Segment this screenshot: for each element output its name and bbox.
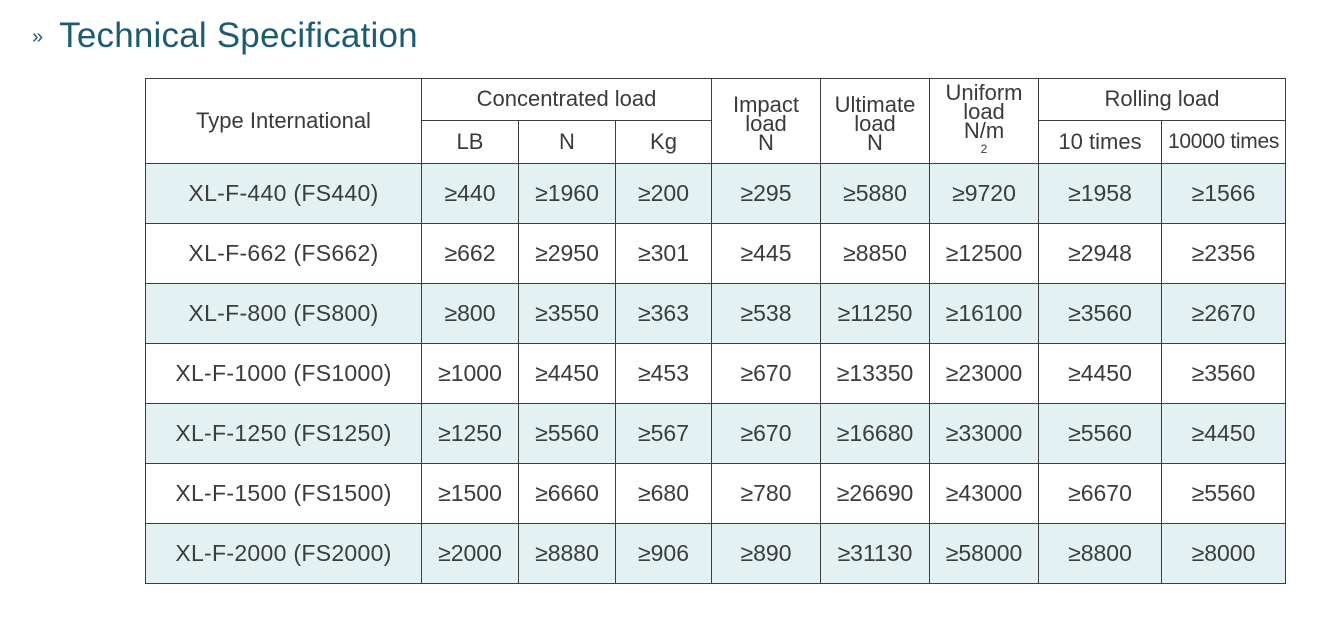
table-cell: ≥780 — [712, 464, 821, 524]
table-cell: ≥11250 — [821, 284, 930, 344]
type-cell: XL-F-2000 (FS2000) — [146, 524, 422, 584]
type-cell: XL-F-662 (FS662) — [146, 224, 422, 284]
header-impact-load: Impact load N — [712, 79, 821, 164]
table-cell: ≥445 — [712, 224, 821, 284]
table-cell: ≥662 — [422, 224, 519, 284]
table-cell: ≥538 — [712, 284, 821, 344]
header-type: Type International — [146, 79, 422, 164]
table-cell: ≥3560 — [1039, 284, 1162, 344]
table-cell: ≥670 — [712, 344, 821, 404]
type-cell: XL-F-1250 (FS1250) — [146, 404, 422, 464]
table-row — [146, 524, 1286, 584]
table-cell: ≥1500 — [422, 464, 519, 524]
table-row — [146, 464, 1286, 524]
table-row — [146, 224, 1286, 284]
table-row — [146, 404, 1286, 464]
table-cell: ≥440 — [422, 164, 519, 224]
type-cell: XL-F-1000 (FS1000) — [146, 344, 422, 404]
table-cell: ≥58000 — [930, 524, 1039, 584]
table-cell: ≥800 — [422, 284, 519, 344]
header-lb: LB — [422, 120, 519, 163]
table-cell: ≥906 — [616, 524, 712, 584]
table-cell: ≥31130 — [821, 524, 930, 584]
header-uniform-load: Uniform load N/m $^2$ — [930, 79, 1039, 164]
table-cell: ≥13350 — [821, 344, 930, 404]
header-kg: Kg — [616, 120, 712, 163]
header-concentrated-load: Concentrated load — [422, 79, 712, 121]
table-header — [146, 79, 1286, 164]
table-cell: ≥2000 — [422, 524, 519, 584]
table-cell: ≥200 — [616, 164, 712, 224]
header-10-times: 10 times — [1039, 120, 1162, 163]
table-cell: ≥567 — [616, 404, 712, 464]
table-cell: ≥2670 — [1162, 284, 1286, 344]
table-cell: ≥33000 — [930, 404, 1039, 464]
table-cell: ≥2950 — [519, 224, 616, 284]
table-cell: ≥12500 — [930, 224, 1039, 284]
table-row — [146, 284, 1286, 344]
table-cell: ≥8880 — [519, 524, 616, 584]
header-rolling-load: Rolling load — [1039, 79, 1286, 121]
table-cell: ≥1960 — [519, 164, 616, 224]
table-cell: ≥2356 — [1162, 224, 1286, 284]
table-cell: ≥301 — [616, 224, 712, 284]
header-ultimate-load: Ultimate load N — [821, 79, 930, 164]
table-cell: ≥16100 — [930, 284, 1039, 344]
type-cell: XL-F-800 (FS800) — [146, 284, 422, 344]
chevron-right-icon: » — [32, 25, 44, 48]
table-cell: ≥3550 — [519, 284, 616, 344]
table-cell: ≥6660 — [519, 464, 616, 524]
type-cell: XL-F-440 (FS440) — [146, 164, 422, 224]
table-cell: ≥26690 — [821, 464, 930, 524]
table-cell: ≥1566 — [1162, 164, 1286, 224]
table-cell: ≥1958 — [1039, 164, 1162, 224]
section-heading — [32, 14, 418, 58]
table-cell: ≥4450 — [1039, 344, 1162, 404]
table-cell: ≥16680 — [821, 404, 930, 464]
table-cell: ≥4450 — [519, 344, 616, 404]
type-cell: XL-F-1500 (FS1500) — [146, 464, 422, 524]
table-cell: ≥1250 — [422, 404, 519, 464]
table-cell: ≥453 — [616, 344, 712, 404]
table-cell: ≥6670 — [1039, 464, 1162, 524]
table-row — [146, 164, 1286, 224]
table-cell: ≥8000 — [1162, 524, 1286, 584]
table-cell: ≥8800 — [1039, 524, 1162, 584]
table-cell: ≥5560 — [1162, 464, 1286, 524]
table-cell: ≥8850 — [821, 224, 930, 284]
table-cell: ≥3560 — [1162, 344, 1286, 404]
page-title: Technical Specification — [59, 16, 418, 55]
table-cell: ≥5560 — [1039, 404, 1162, 464]
spec-table — [145, 78, 1286, 584]
table-body — [146, 164, 1286, 584]
table-cell: ≥2948 — [1039, 224, 1162, 284]
table-cell: ≥890 — [712, 524, 821, 584]
table-cell: ≥670 — [712, 404, 821, 464]
table-row — [146, 344, 1286, 404]
table-cell: ≥9720 — [930, 164, 1039, 224]
table-cell: ≥1000 — [422, 344, 519, 404]
header-10000-times: 10000 times — [1162, 120, 1286, 163]
table-cell: ≥5560 — [519, 404, 616, 464]
table-cell: ≥363 — [616, 284, 712, 344]
table-cell: ≥680 — [616, 464, 712, 524]
table-cell: ≥23000 — [930, 344, 1039, 404]
header-n: N — [519, 120, 616, 163]
table-cell: ≥43000 — [930, 464, 1039, 524]
table-cell: ≥5880 — [821, 164, 930, 224]
table-cell: ≥295 — [712, 164, 821, 224]
table-cell: ≥4450 — [1162, 404, 1286, 464]
